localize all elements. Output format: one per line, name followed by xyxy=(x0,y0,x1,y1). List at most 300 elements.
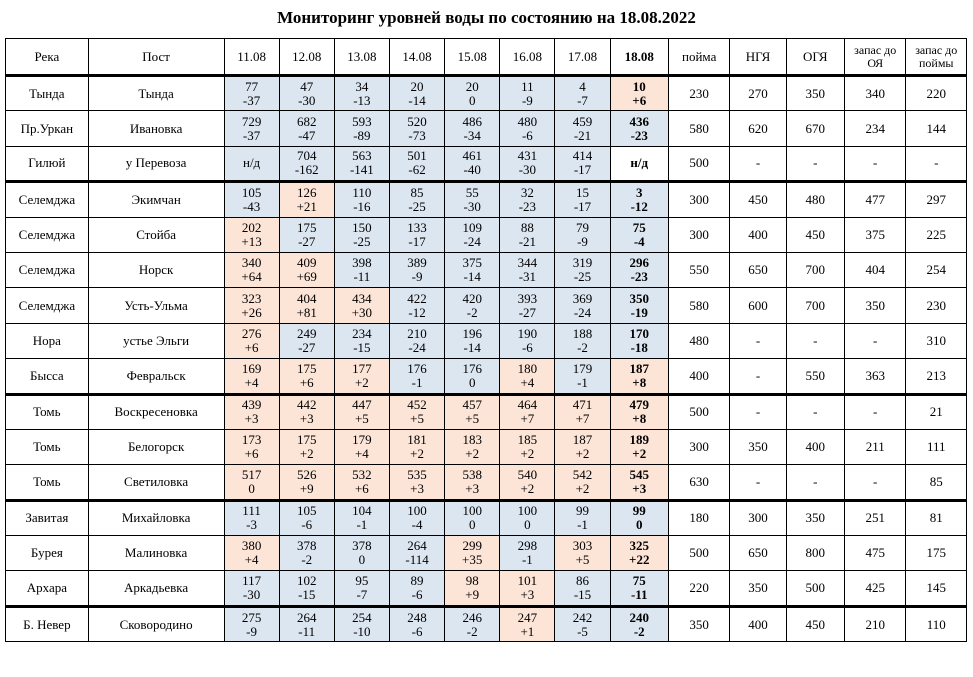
level-change: -23 xyxy=(630,269,648,285)
level-value: 173 xyxy=(241,432,262,448)
level-value: 11 xyxy=(521,78,534,94)
col-date: 11.08 xyxy=(224,39,279,76)
level-change: +5 xyxy=(465,411,480,427)
reserve-oya-cell: - xyxy=(844,146,906,181)
level-change: -6 xyxy=(411,587,423,603)
level-cell xyxy=(334,571,389,606)
level-cell xyxy=(389,571,444,606)
river-cell: Бысса xyxy=(6,359,89,394)
level-value: 378 xyxy=(352,538,372,554)
post-cell: Ивановка xyxy=(88,111,224,146)
level-change: -17 xyxy=(408,233,426,249)
level-value: 86 xyxy=(576,573,590,589)
level-cell xyxy=(389,288,444,323)
table-row xyxy=(6,359,967,394)
level-value: 75 xyxy=(632,573,646,589)
river-cell: Селемджа xyxy=(6,288,89,323)
level-cell xyxy=(279,76,334,111)
level-change: +6 xyxy=(299,374,314,390)
col-river: Река xyxy=(6,39,89,76)
post-cell: Февральск xyxy=(88,359,224,394)
post-cell: Светиловка xyxy=(88,465,224,500)
ogya-cell: 550 xyxy=(786,359,844,394)
floodplain-cell: 500 xyxy=(668,146,730,181)
table-row xyxy=(6,111,967,146)
level-value: 486 xyxy=(462,113,482,129)
reserve-floodplain-cell: 145 xyxy=(906,571,967,606)
level-change: -12 xyxy=(630,198,648,214)
river-cell: Гилюй xyxy=(6,146,89,181)
level-cell xyxy=(389,182,444,217)
level-value: 414 xyxy=(572,148,593,164)
level-value: 532 xyxy=(352,466,372,482)
level-value: 210 xyxy=(407,325,427,341)
level-cell xyxy=(555,606,610,641)
level-change: +2 xyxy=(410,446,424,462)
level-value: 185 xyxy=(517,432,538,448)
floodplain-cell: 630 xyxy=(668,465,730,500)
level-value: 323 xyxy=(241,290,262,306)
level-value: 189 xyxy=(629,432,649,448)
reserve-floodplain-cell: 81 xyxy=(906,500,967,535)
table-row xyxy=(6,146,967,181)
level-cell xyxy=(389,429,444,464)
level-change: +3 xyxy=(465,480,480,496)
ngya-cell: 450 xyxy=(730,182,786,217)
level-change: +9 xyxy=(465,587,480,603)
level-cell xyxy=(555,359,610,394)
level-change: -89 xyxy=(353,127,371,143)
level-cell xyxy=(389,500,444,535)
level-value: 240 xyxy=(629,609,649,625)
page-title: Мониторинг уровней воды по состоянию на 18.08.2022 xyxy=(277,8,696,27)
level-change: +7 xyxy=(520,411,535,427)
level-value: 704 xyxy=(296,148,317,164)
ogya-cell: 700 xyxy=(786,252,844,287)
level-value: 459 xyxy=(572,113,593,129)
table-row xyxy=(6,217,967,252)
level-cell xyxy=(334,429,389,464)
level-change: +2 xyxy=(575,446,590,462)
level-value: 109 xyxy=(462,219,482,235)
header-row xyxy=(6,39,967,76)
level-value: 593 xyxy=(352,113,372,129)
level-change: -25 xyxy=(573,269,592,285)
level-change: +69 xyxy=(296,269,317,285)
level-value: 545 xyxy=(629,466,649,482)
col-date: 15.08 xyxy=(445,39,500,76)
level-cell xyxy=(334,146,389,181)
level-change: +4 xyxy=(244,374,259,390)
col-reserve-oya: запас до ОЯ xyxy=(844,39,906,76)
level-change: -62 xyxy=(408,162,426,178)
level-change: +4 xyxy=(354,446,369,462)
floodplain-cell: 500 xyxy=(668,536,730,571)
level-change: -73 xyxy=(408,127,426,143)
reserve-oya-cell: - xyxy=(844,394,906,429)
level-cell xyxy=(279,500,334,535)
level-change: -21 xyxy=(518,233,537,249)
level-value: 89 xyxy=(410,573,424,589)
level-cell xyxy=(445,111,500,146)
level-value: 682 xyxy=(296,113,317,129)
post-cell: Малиновка xyxy=(88,536,224,571)
level-change: +8 xyxy=(632,411,647,427)
level-cell-current xyxy=(610,182,668,217)
level-value: 202 xyxy=(241,219,262,235)
level-change: -30 xyxy=(463,198,481,214)
level-value: 34 xyxy=(355,78,369,94)
level-cell xyxy=(555,252,610,287)
level-cell xyxy=(279,288,334,323)
level-cell xyxy=(555,217,610,252)
level-value: 104 xyxy=(352,503,372,519)
level-change: +3 xyxy=(632,480,647,496)
level-value: 398 xyxy=(352,255,372,271)
level-change: -21 xyxy=(573,127,592,143)
level-change: +2 xyxy=(520,480,535,496)
level-cell xyxy=(224,252,279,287)
level-cell xyxy=(500,359,555,394)
level-value: 442 xyxy=(296,397,317,413)
floodplain-cell: 550 xyxy=(668,252,730,287)
level-value: 344 xyxy=(517,255,538,271)
level-cell xyxy=(224,323,279,358)
level-cell xyxy=(279,465,334,500)
level-change: -141 xyxy=(349,162,374,178)
level-change: +6 xyxy=(632,92,647,108)
level-cell xyxy=(555,111,610,146)
post-cell: устье Эльги xyxy=(88,323,224,358)
level-cell xyxy=(389,252,444,287)
level-value: 188 xyxy=(572,325,593,341)
level-value: 175 xyxy=(296,360,317,376)
level-change: +6 xyxy=(244,339,259,355)
table-row xyxy=(6,500,967,535)
level-change: -2 xyxy=(466,304,478,320)
level-cell xyxy=(389,359,444,394)
ogya-cell: 800 xyxy=(786,536,844,571)
table-row xyxy=(6,323,967,358)
ogya-cell: 450 xyxy=(786,606,844,641)
level-value: 298 xyxy=(517,538,538,554)
level-change: +2 xyxy=(354,374,369,390)
reserve-floodplain-cell: 213 xyxy=(906,359,967,394)
ngya-cell: 350 xyxy=(730,429,786,464)
level-change: -114 xyxy=(405,552,429,568)
level-value: н/д xyxy=(630,155,649,171)
level-change: -1 xyxy=(521,552,533,568)
level-cell xyxy=(555,146,610,181)
level-change: -2 xyxy=(301,552,313,568)
level-cell xyxy=(334,394,389,429)
level-cell xyxy=(500,606,555,641)
level-change: -6 xyxy=(301,517,313,533)
reserve-oya-cell: 350 xyxy=(844,288,906,323)
level-change: +22 xyxy=(629,552,650,568)
level-cell xyxy=(334,359,389,394)
reserve-oya-cell: 475 xyxy=(844,536,906,571)
ogya-cell: - xyxy=(786,146,844,181)
level-change: -24 xyxy=(463,233,481,249)
ngya-cell: 300 xyxy=(730,500,786,535)
level-cell xyxy=(279,323,334,358)
reserve-floodplain-cell: 310 xyxy=(906,323,967,358)
level-change: -14 xyxy=(463,339,481,355)
reserve-oya-cell: 210 xyxy=(844,606,906,641)
level-cell xyxy=(500,182,555,217)
floodplain-cell: 350 xyxy=(668,606,730,641)
level-change: -1 xyxy=(577,374,588,390)
floodplain-cell: 230 xyxy=(668,76,730,111)
col-reserve-floodplain: запас до поймы xyxy=(906,39,967,76)
level-value: 176 xyxy=(462,360,482,376)
level-change: +3 xyxy=(520,587,535,603)
level-cell xyxy=(389,606,444,641)
level-value: 479 xyxy=(629,397,649,413)
post-cell: Экимчан xyxy=(88,182,224,217)
level-cell xyxy=(389,465,444,500)
level-change: +5 xyxy=(410,411,424,427)
level-change: +3 xyxy=(299,411,314,427)
post-cell: Аркадьевка xyxy=(88,571,224,606)
level-value: 110 xyxy=(352,184,372,200)
floodplain-cell: 580 xyxy=(668,288,730,323)
level-cell xyxy=(389,217,444,252)
level-value: 183 xyxy=(462,432,482,448)
level-value: 10 xyxy=(632,78,646,94)
level-value: 190 xyxy=(517,325,538,341)
level-change: -11 xyxy=(353,269,371,285)
level-change: +6 xyxy=(244,446,259,462)
level-value: 175 xyxy=(296,219,317,235)
level-change: -18 xyxy=(630,339,648,355)
level-value: 77 xyxy=(245,78,259,94)
level-change: 0 xyxy=(358,552,366,568)
level-value: 179 xyxy=(352,432,372,448)
level-change: -14 xyxy=(408,92,426,108)
level-value: 242 xyxy=(572,609,593,625)
floodplain-cell: 500 xyxy=(668,394,730,429)
level-change: -2 xyxy=(633,623,645,639)
level-change: +5 xyxy=(354,411,369,427)
level-value: 535 xyxy=(407,466,427,482)
level-value: 126 xyxy=(296,184,317,200)
table-row xyxy=(6,429,967,464)
post-cell: Белогорск xyxy=(88,429,224,464)
reserve-oya-cell: 425 xyxy=(844,571,906,606)
level-value: 179 xyxy=(572,360,593,376)
level-value: 20 xyxy=(465,78,479,94)
level-cell xyxy=(279,394,334,429)
level-change: 0 xyxy=(468,517,476,533)
post-cell: Михайловка xyxy=(88,500,224,535)
floodplain-cell: 300 xyxy=(668,429,730,464)
level-value: 409 xyxy=(296,255,317,271)
level-cell xyxy=(279,252,334,287)
level-change: -31 xyxy=(518,269,537,285)
level-value: 75 xyxy=(632,219,646,235)
level-cell xyxy=(224,217,279,252)
level-change: -11 xyxy=(630,587,648,603)
level-value: 99 xyxy=(576,503,590,519)
floodplain-cell: 400 xyxy=(668,359,730,394)
col-date: 16.08 xyxy=(500,39,555,76)
level-value: 375 xyxy=(462,255,482,271)
level-cell xyxy=(445,359,500,394)
reserve-floodplain-cell: 110 xyxy=(906,606,967,641)
level-change: +4 xyxy=(520,374,535,390)
level-cell-current xyxy=(610,536,668,571)
level-cell xyxy=(500,76,555,111)
level-cell-current xyxy=(610,571,668,606)
level-value: 100 xyxy=(407,503,427,519)
level-cell xyxy=(224,606,279,641)
level-cell-current xyxy=(610,288,668,323)
level-cell xyxy=(500,252,555,287)
level-value: 187 xyxy=(572,432,593,448)
col-date: 12.08 xyxy=(279,39,334,76)
level-cell xyxy=(445,536,500,571)
ngya-cell: 650 xyxy=(730,252,786,287)
level-value: 542 xyxy=(572,466,593,482)
table-row xyxy=(6,252,967,287)
level-change: +64 xyxy=(241,269,262,285)
level-change: +21 xyxy=(296,198,317,214)
ngya-cell: 600 xyxy=(730,288,786,323)
floodplain-cell: 580 xyxy=(668,111,730,146)
level-value: 4 xyxy=(579,78,586,94)
post-cell: Воскресеновка xyxy=(88,394,224,429)
level-cell xyxy=(334,252,389,287)
level-cell xyxy=(334,536,389,571)
river-cell: Бурея xyxy=(6,536,89,571)
ngya-cell: 350 xyxy=(730,571,786,606)
level-value: 176 xyxy=(407,360,427,376)
reserve-floodplain-cell: 225 xyxy=(906,217,967,252)
river-cell: Тында xyxy=(6,76,89,111)
level-cell-current xyxy=(610,465,668,500)
level-value: 299 xyxy=(462,538,482,554)
ngya-cell: - xyxy=(730,465,786,500)
river-cell: Завитая xyxy=(6,500,89,535)
level-change: -162 xyxy=(294,162,319,178)
level-value: 461 xyxy=(462,148,482,164)
level-cell xyxy=(224,76,279,111)
level-cell xyxy=(555,76,610,111)
level-cell xyxy=(500,217,555,252)
level-value: 79 xyxy=(576,219,590,235)
level-change: -1 xyxy=(411,374,423,390)
level-value: 196 xyxy=(462,325,482,341)
level-cell xyxy=(500,536,555,571)
col-post: Пост xyxy=(88,39,224,76)
level-change: +81 xyxy=(296,304,317,320)
level-change: -24 xyxy=(573,304,592,320)
level-cell-current xyxy=(610,111,668,146)
level-change: -2 xyxy=(466,623,478,639)
floodplain-cell: 220 xyxy=(668,571,730,606)
level-change: +5 xyxy=(575,552,590,568)
level-value: 248 xyxy=(407,609,427,625)
level-value: 520 xyxy=(407,113,427,129)
reserve-oya-cell: 340 xyxy=(844,76,906,111)
water-level-table xyxy=(5,38,967,642)
river-cell: Архара xyxy=(6,571,89,606)
post-cell: Норск xyxy=(88,252,224,287)
level-value: 187 xyxy=(629,360,649,376)
level-cell-current xyxy=(610,146,668,181)
ogya-cell: 700 xyxy=(786,288,844,323)
level-cell xyxy=(500,394,555,429)
level-change: +6 xyxy=(354,480,369,496)
level-value: 729 xyxy=(241,113,262,129)
post-cell: Стойба xyxy=(88,217,224,252)
level-cell xyxy=(334,182,389,217)
level-cell xyxy=(224,111,279,146)
ogya-cell: 350 xyxy=(786,500,844,535)
level-cell-current xyxy=(610,606,668,641)
level-change: -3 xyxy=(246,517,257,533)
level-value: 264 xyxy=(296,609,317,625)
level-cell xyxy=(224,500,279,535)
level-value: 563 xyxy=(352,148,372,164)
level-change: -9 xyxy=(246,623,257,639)
reserve-floodplain-cell: 220 xyxy=(906,76,967,111)
table-row xyxy=(6,571,967,606)
level-value: 526 xyxy=(296,466,317,482)
reserve-oya-cell: 404 xyxy=(844,252,906,287)
level-cell-current xyxy=(610,500,668,535)
level-value: 3 xyxy=(636,184,643,200)
level-change: -15 xyxy=(573,587,592,603)
level-cell xyxy=(279,429,334,464)
level-change: -30 xyxy=(518,162,537,178)
table-row xyxy=(6,394,967,429)
level-value: 99 xyxy=(632,503,646,519)
ogya-cell: 450 xyxy=(786,217,844,252)
level-cell xyxy=(445,76,500,111)
level-value: 47 xyxy=(300,78,314,94)
level-value: 100 xyxy=(462,503,482,519)
level-value: 501 xyxy=(407,148,427,164)
ogya-cell: 670 xyxy=(786,111,844,146)
level-cell xyxy=(445,606,500,641)
level-value: 133 xyxy=(407,219,427,235)
level-cell xyxy=(555,429,610,464)
col-ngya: НГЯ xyxy=(730,39,786,76)
level-cell xyxy=(500,111,555,146)
ngya-cell: 400 xyxy=(730,217,786,252)
reserve-floodplain-cell: - xyxy=(906,146,967,181)
level-cell xyxy=(334,288,389,323)
level-change: -6 xyxy=(521,127,533,143)
level-cell xyxy=(555,500,610,535)
level-cell-current xyxy=(610,394,668,429)
level-cell xyxy=(445,146,500,181)
level-value: 20 xyxy=(410,78,424,94)
table-row xyxy=(6,182,967,217)
level-change: -12 xyxy=(408,304,426,320)
level-change: -34 xyxy=(463,127,481,143)
post-cell: у Перевоза xyxy=(88,146,224,181)
level-change: -40 xyxy=(463,162,481,178)
ogya-cell: 400 xyxy=(786,429,844,464)
level-cell-current xyxy=(610,217,668,252)
level-value: 389 xyxy=(407,255,427,271)
level-cell xyxy=(445,288,500,323)
reserve-oya-cell: - xyxy=(844,465,906,500)
